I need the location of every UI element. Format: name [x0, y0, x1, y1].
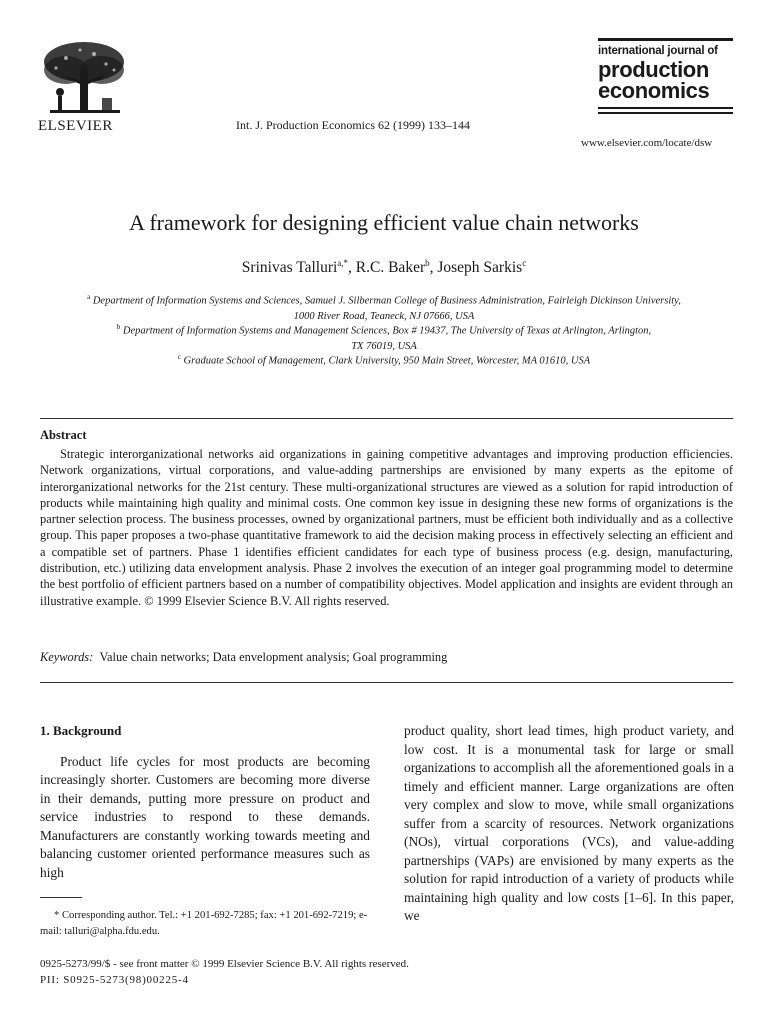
- body-paragraph: Product life cycles for most products are becoming increasingly shorter. Customers are becoming more diverse in their demands, putting more pressure on product and service industries to respond to these demands. Manufacturers are constantly working towards meeting and balancing customer oriented performance measures such as high: [40, 753, 370, 880]
- tree-icon: [36, 40, 132, 118]
- corresponding-author-footnote: * Corresponding author. Tel.: +1 201-692-7285; fax: +1 201-692-7219; e-mail: talluri@alpha.fdu.edu.: [40, 910, 368, 937]
- author-affiliation-mark: b: [425, 258, 430, 268]
- author-name: R.C. Baker: [355, 259, 426, 277]
- author-list: Srinivas Talluri$^{a,*}$, R.C. Baker$^b$, Joseph Sarkis$^c$: [241, 258, 527, 277]
- left-column: [40, 722, 370, 882]
- right-column: [404, 722, 734, 926]
- abstract-text: Strategic interorganizational networks aid organizations in gaining competitive advantages and improving production efficiencies. Network organizations, virtual corporations, and value-adding partnerships are envisioned by many experts as the epitome of interorganizational networks for the 21st century. These multi-organizational structures are viewed as a solution for rapid introduction of products while maintaining high quality and minimal costs. One common key issue in designing these new forms of organizations is the partner selection process. The business processes, owned by organizational partners, must be efficient both individually and as a collective group. This paper proposes a two-phase quantitative framework to aid the decision making process in effectively selecting an efficient and a compatible set of partners. Phase 1 identifies efficient candidates for each type of business process (e.g. design, manufacturing, distribution, etc.) utilizing data envelopment analysis. Phase 2 involves the execution of an integer goal programming model to determine the best portfolio of efficient partners based on a number of compatibility objectives. Model application and insights are evident through an illustrative example. © 1999 Elsevier Science B.V. All rights reserved.: [40, 447, 733, 608]
- journal-url[interactable]: www.elsevier.com/locate/dsw: [581, 137, 713, 149]
- journal-name-line2: economics: [598, 78, 710, 103]
- author-affiliation-mark: a,*: [337, 258, 349, 268]
- journal-top-rule: [598, 38, 733, 41]
- keywords: [40, 650, 447, 665]
- keywords-label: Keywords:: [40, 650, 94, 664]
- journal-bottom-rule: [598, 107, 733, 109]
- author-affiliation-mark: c: [522, 258, 527, 268]
- footnote-rule: [40, 897, 82, 898]
- front-matter-line: 0925-5273/99/$ - see front matter © 1999 Elsevier Science B.V. All rights reserved.: [40, 958, 409, 970]
- author-name: Srinivas Talluri: [241, 259, 338, 277]
- paper-title: A framework for designing efficient value chain networks: [129, 210, 639, 235]
- journal-name-line1: production: [598, 57, 709, 82]
- affiliation-c: $^c$ Graduate School of Management, Clark University, 950 Main Street, Worcester, MA 01610, USA: [177, 353, 591, 367]
- keywords-text: Value chain networks; Data envelopment analysis; Goal programming: [99, 650, 448, 664]
- author-name: Joseph Sarkis: [437, 259, 523, 277]
- body-paragraph: product quality, short lead times, high product variety, and low cost. It is a monumental task for large or small organizations to accomplish all the aforementioned goals in a timely and efficient manner. Large organizations are often very complex and slow to move, while small organizations suffer from a scarcity of resources. Network organizations (NOs), virtual corporations (VCs), and value-adding partnerships (VAPs) are envisioned by many experts as the solution for rapid introduction of a variety of products while maintaining high quality and low costs [1–6]. In this paper, we: [404, 723, 734, 923]
- publisher-name: ELSEVIER: [38, 118, 113, 134]
- affiliation-b: $^b$ Department of Information Systems and Management Sciences, Box # 19437, The University of Texas at Arlington, Arlington, TX 76019, USA: [116, 323, 652, 352]
- journal-logo: [598, 38, 733, 117]
- journal-citation: Int. J. Production Economics 62 (1999) 133–144: [236, 118, 470, 132]
- abstract-bottom-rule: [40, 682, 733, 683]
- journal-bottom-rule: [598, 112, 733, 114]
- journal-prefix: international journal of: [598, 45, 718, 57]
- abstract-top-rule: [40, 418, 733, 419]
- affiliation-a: $^a$ Department of Information Systems and Sciences, Samuel J. Silberman College of Business Administration, Fairleigh Dickinson University, 1000 River Road, Teaneck, NJ 07666, USA: [87, 293, 681, 322]
- abstract-heading: Abstract: [40, 428, 87, 442]
- pii-line: PII: S0925-5273(98)00225-4: [40, 974, 189, 986]
- section-heading: 1. Background: [40, 723, 122, 738]
